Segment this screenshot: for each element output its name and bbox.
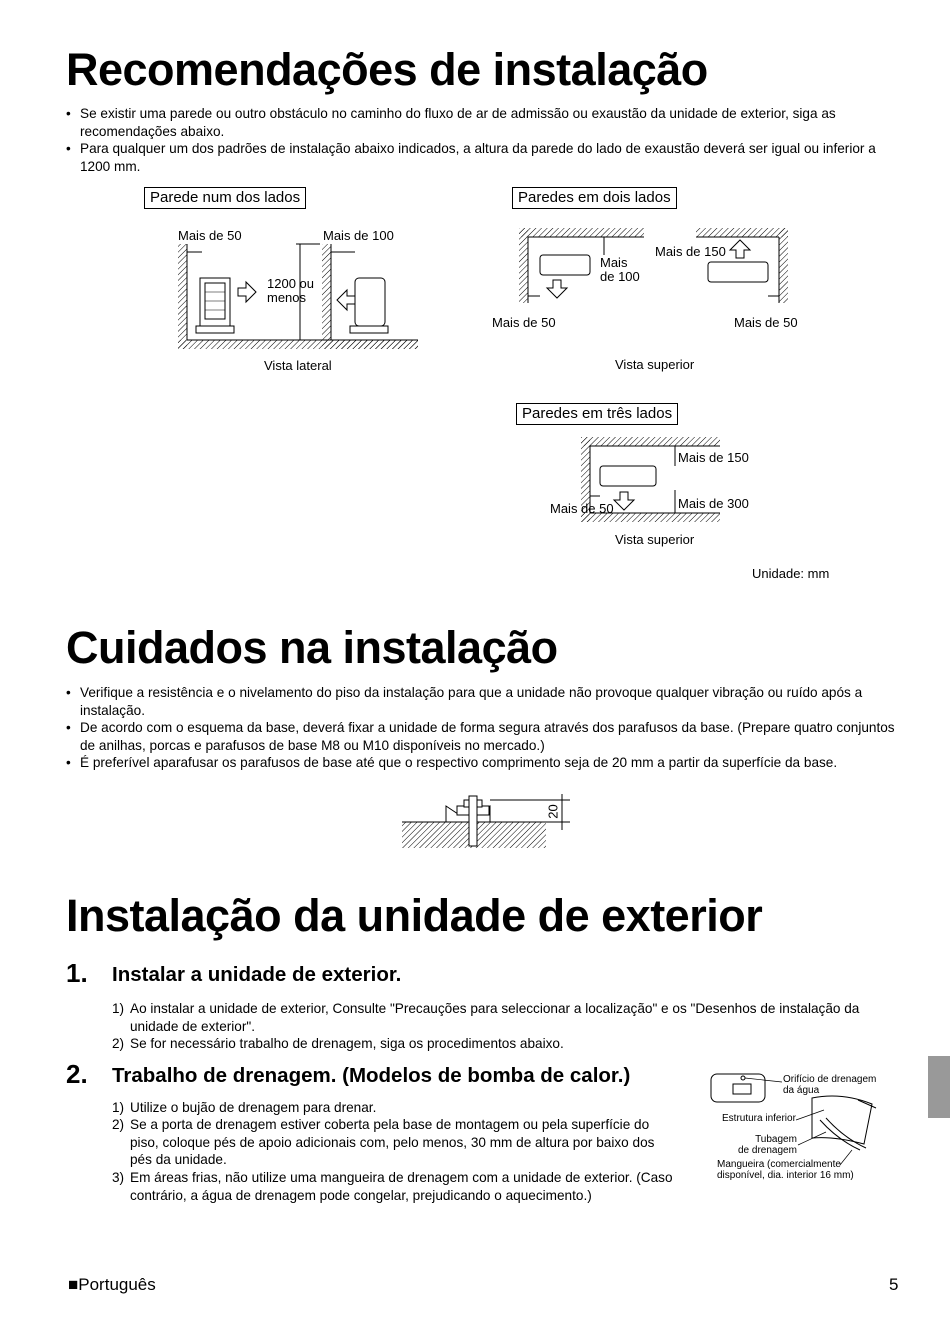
bullet-dot: •	[66, 141, 71, 156]
label-side-view: Vista lateral	[264, 358, 332, 373]
bullet-item: • Se existir uma parede ou outro obstáculo no caminho do fluxo de ar de admissão ou exaustão da unidade de exterior, siga as recomendações abaixo.	[66, 106, 836, 139]
diagram-title-one-side: Parede num dos lados	[144, 187, 306, 209]
bullet-dot: •	[66, 106, 71, 121]
section-title-outdoor-unit-installation: Instalação da unidade de exterior	[66, 890, 763, 941]
label-more-than-100: Mais de 100	[323, 228, 394, 243]
label-more-than-150: Mais de 150	[678, 450, 749, 465]
bullet-item: • Verifique a resistência e o nivelamento do piso da instalação para que a unidade não provoque qualquer vibração ou ruído após a instalação.	[66, 685, 863, 718]
section-title-installation-recommendations: Recomendações de instalação	[66, 44, 708, 95]
label-more-than-50: Mais de 50	[550, 501, 614, 516]
step-title: Instalar a unidade de exterior.	[112, 963, 402, 986]
unit-note: Unidade: mm	[752, 566, 830, 581]
bullet-dot: •	[66, 720, 71, 735]
label-drain-pipe: Tubagem de drenagem	[738, 1134, 797, 1156]
step-title: Trabalho de drenagem. (Modelos de bomba de calor.)	[112, 1064, 631, 1087]
label-more-than-150: Mais de 150	[655, 244, 726, 259]
footer-language: ■Português	[68, 1275, 156, 1294]
label-height-limit: 1200 ou menos	[267, 276, 314, 305]
label-more-than-50-left: Mais de 50	[492, 315, 556, 330]
label-more-than-100: Mais de 100	[600, 255, 640, 284]
list-item: 2) Se for necessário trabalho de drenagem, siga os procedimentos abaixo.	[112, 1036, 564, 1051]
step-number: 2.	[66, 1059, 88, 1089]
bullet-dot: •	[66, 755, 71, 770]
section-title-installation-precautions: Cuidados na instalação	[66, 622, 558, 673]
page-number: 5	[889, 1275, 899, 1294]
label-drain-hose: Mangueira (comercialmente disponível, dia. interior 16 mm)	[717, 1159, 854, 1181]
label-more-than-50: Mais de 50	[178, 228, 242, 243]
label-drain-hole: Orifício de drenagem da água	[783, 1074, 877, 1096]
bullet-item: • De acordo com o esquema da base, deverá fixar a unidade de forma segura através dos parafusos da base. (Prepare quatro conjuntos de anilhas, porcas e parafusos de base M8 ou M10 disponíveis no mercado.)	[66, 720, 895, 753]
bullet-item: • É preferível aparafusar os parafusos de base até que o respectivo comprimento seja de 20 mm a partir da superfície da base.	[66, 755, 838, 770]
label-top-view: Vista superior	[615, 357, 695, 372]
label-more-than-300: Mais de 300	[678, 496, 749, 511]
label-top-view: Vista superior	[615, 532, 695, 547]
list-item: 1) Utilize o bujão de drenagem para drenar.	[112, 1100, 377, 1115]
list-item: 2) Se a porta de drenagem estiver coberta pela base de montagem ou pela superfície do piso, coloque pés de apoio adicionais com, pelo menos, 30 mm de altura por baixo dos pés da unidade.	[112, 1117, 655, 1167]
diagram-title-three-sides: Paredes em três lados	[516, 403, 678, 425]
bullet-dot: •	[66, 685, 71, 700]
label-bottom-frame: Estrutura inferior	[722, 1113, 796, 1124]
bolt-length-dimension: 20	[545, 804, 561, 819]
diagram-title-two-sides: Paredes em dois lados	[512, 187, 677, 209]
list-item: 3) Em áreas frias, não utilize uma mangueira de drenagem com a unidade de exterior. (Caso contrário, a água de drenagem pode congelar, prejudicando o aquecimento.)	[112, 1170, 673, 1203]
side-tab-marker	[928, 1056, 950, 1118]
bullet-item: • Para qualquer um dos padrões de instalação abaixo indicados, a altura da parede do lado de exaustão deverá ser igual ou inferior a 1200 mm.	[66, 141, 876, 174]
label-more-than-50-right: Mais de 50	[734, 315, 798, 330]
step-number: 1.	[66, 958, 88, 988]
list-item: 1) Ao instalar a unidade de exterior, Consulte "Precauções para seleccionar a localização" e os "Desenhos de instalação da unidade de exterior".	[112, 1001, 860, 1034]
